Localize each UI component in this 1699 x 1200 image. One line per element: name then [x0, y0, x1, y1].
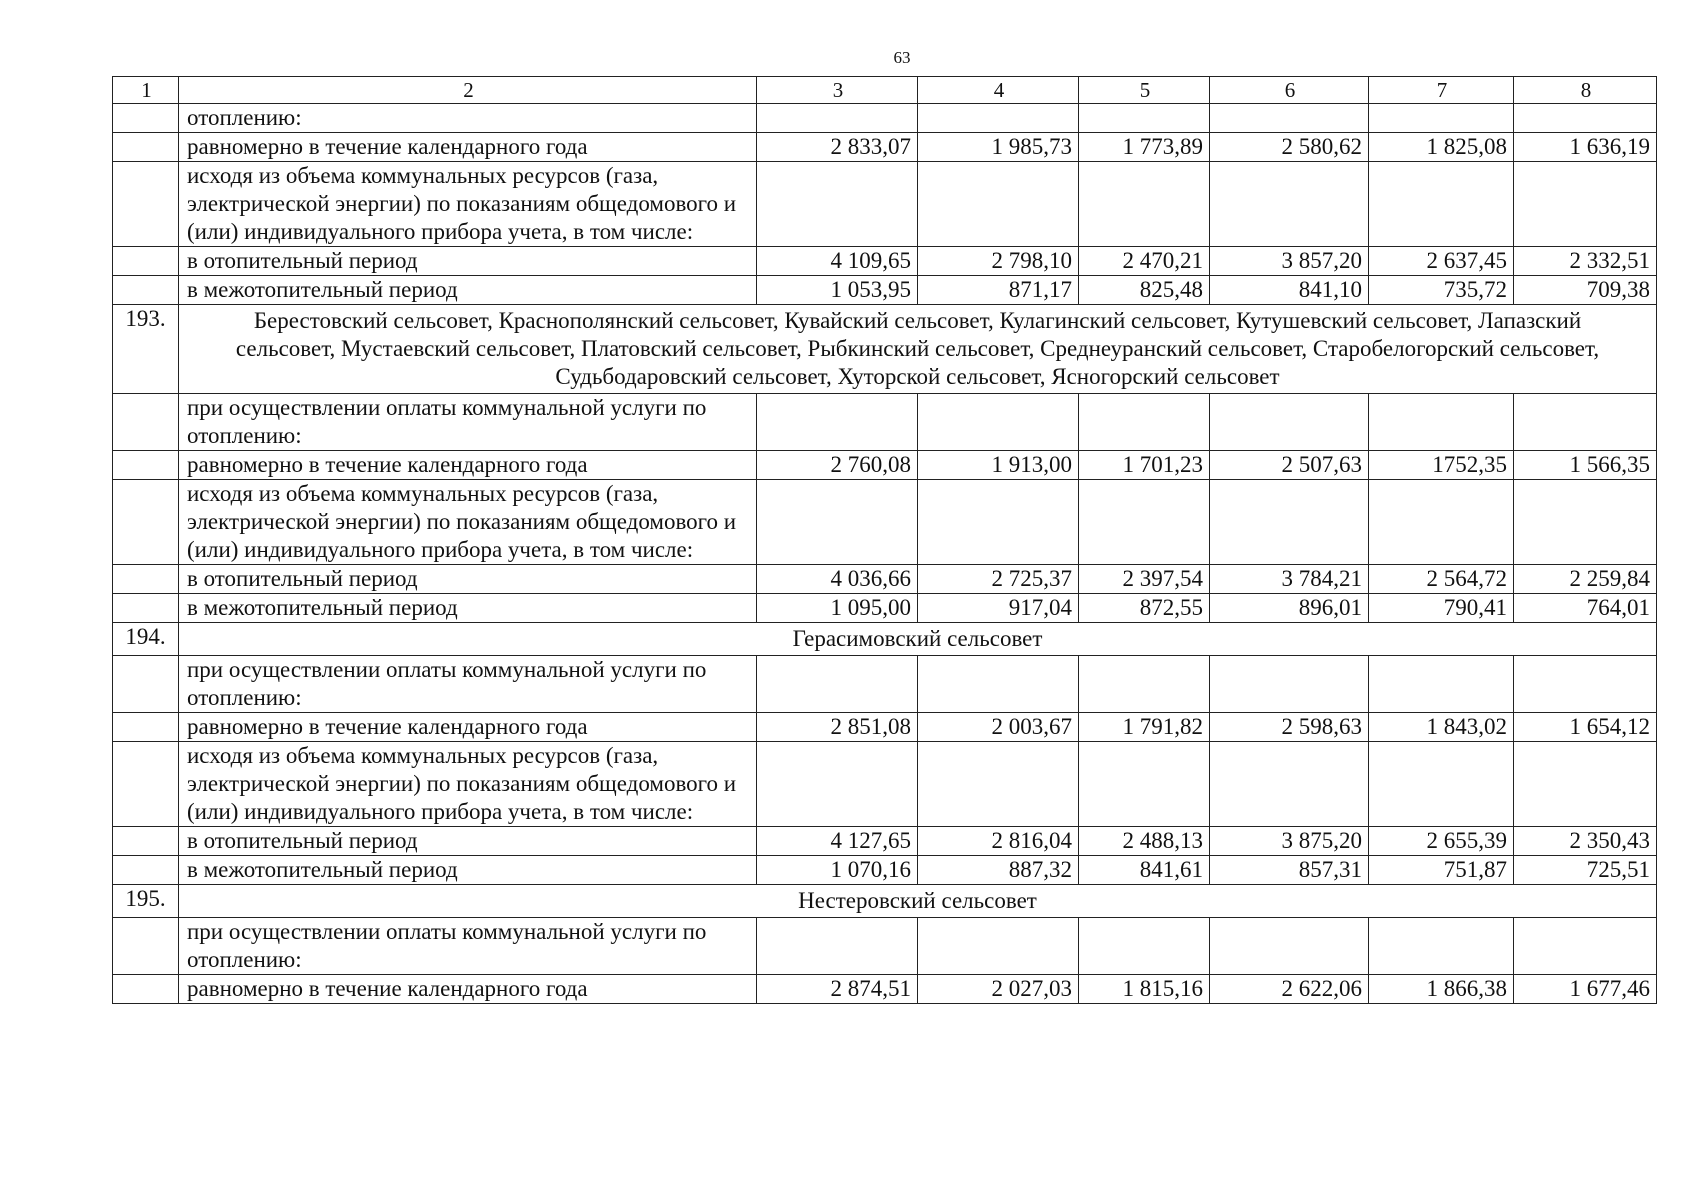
tariff-value-cell: 2 833,07 [757, 133, 918, 162]
region-name: Берестовский сельсовет, Краснополянский сельсовет, Кувайский сельсовет, Кулагинский сельсовет, Кутушевский сельсовет, Лапазский сельсовет, Мустаевский сельсовет, Платовский сельсовет, Рыбкинский сельсовет, Среднеуранский сельсовет, Старобелогорский сельсовет, Судьбодаровский сельсовет, Хуторской сельсовет, Ясногорский сельсовет [179, 305, 1657, 394]
column-number-header: 7 [1369, 77, 1514, 104]
row-number [113, 276, 179, 305]
tariff-value-cell: 1 566,35 [1514, 451, 1657, 480]
column-number-header: 4 [918, 77, 1079, 104]
row-description: равномерно в течение календарного года [179, 133, 757, 162]
tariff-value-cell [757, 104, 918, 133]
tariff-value-cell: 825,48 [1079, 276, 1210, 305]
tariff-value-cell [1079, 656, 1210, 713]
page-number: 63 [893, 48, 911, 67]
table-row [113, 742, 1657, 827]
row-number: 194. [113, 623, 179, 656]
column-number-header: 3 [757, 77, 918, 104]
row-description: исходя из объема коммунальных ресурсов (газа, электрической энергии) по показаниям общедомового и (или) индивидуального прибора учета, в том числе: [179, 162, 757, 247]
row-description: исходя из объема коммунальных ресурсов (газа, электрической энергии) по показаниям общедомового и (или) индивидуального прибора учета, в том числе: [179, 742, 757, 827]
row-number [113, 742, 179, 827]
table-row [113, 594, 1657, 623]
tariff-value-cell: 1752,35 [1369, 451, 1514, 480]
tariff-value-cell: 1 773,89 [1079, 133, 1210, 162]
tariff-value-cell [918, 656, 1079, 713]
tariff-value-cell: 2 851,08 [757, 713, 918, 742]
table-row [113, 918, 1657, 975]
row-number [113, 856, 179, 885]
tariff-value-cell: 1 654,12 [1514, 713, 1657, 742]
tariff-value-cell [1514, 656, 1657, 713]
row-description: при осуществлении оплаты коммунальной услуги по отоплению: [179, 656, 757, 713]
tariff-value-cell [1369, 394, 1514, 451]
tariff-value-cell [757, 656, 918, 713]
tariff-value-cell: 709,38 [1514, 276, 1657, 305]
tariff-value-cell [918, 162, 1079, 247]
row-description: равномерно в течение календарного года [179, 451, 757, 480]
table-row [113, 133, 1657, 162]
row-number [113, 104, 179, 133]
tariff-value-cell [757, 742, 918, 827]
tariff-value-cell: 1 095,00 [757, 594, 918, 623]
tariff-value-cell: 1 701,23 [1079, 451, 1210, 480]
table-row [113, 394, 1657, 451]
tariff-value-cell: 2 760,08 [757, 451, 918, 480]
tariff-table [112, 76, 1657, 1004]
tariff-value-cell [1079, 480, 1210, 565]
tariff-value-cell: 2 027,03 [918, 975, 1079, 1004]
tariff-value-cell: 1 985,73 [918, 133, 1079, 162]
tariff-value-cell: 1 825,08 [1369, 133, 1514, 162]
table-row [113, 162, 1657, 247]
tariff-value-cell [1369, 104, 1514, 133]
tariff-value-cell: 2 564,72 [1369, 565, 1514, 594]
region-name: Герасимовский сельсовет [179, 623, 1657, 656]
tariff-value-cell: 4 109,65 [757, 247, 918, 276]
table-row [113, 480, 1657, 565]
table-row [113, 565, 1657, 594]
tariff-value-cell: 4 036,66 [757, 565, 918, 594]
tariff-value-cell: 1 866,38 [1369, 975, 1514, 1004]
tariff-value-cell: 2 332,51 [1514, 247, 1657, 276]
tariff-value-cell [1079, 162, 1210, 247]
tariff-value-cell [1210, 162, 1369, 247]
row-number [113, 247, 179, 276]
tariff-value-cell [1079, 104, 1210, 133]
tariff-value-cell: 841,10 [1210, 276, 1369, 305]
tariff-value-cell: 2 622,06 [1210, 975, 1369, 1004]
tariff-value-cell: 2 598,63 [1210, 713, 1369, 742]
region-section-row [113, 623, 1657, 656]
row-number [113, 451, 179, 480]
tariff-value-cell: 1 843,02 [1369, 713, 1514, 742]
table-row [113, 451, 1657, 480]
tariff-value-cell: 2 259,84 [1514, 565, 1657, 594]
tariff-value-cell [1369, 918, 1514, 975]
tariff-value-cell [757, 480, 918, 565]
tariff-value-cell [1514, 742, 1657, 827]
tariff-value-cell: 887,32 [918, 856, 1079, 885]
row-description: равномерно в течение календарного года [179, 975, 757, 1004]
tariff-value-cell: 917,04 [918, 594, 1079, 623]
column-number-row [113, 77, 1657, 104]
table-row [113, 713, 1657, 742]
tariff-value-cell: 2 470,21 [1079, 247, 1210, 276]
tariff-value-cell: 2 816,04 [918, 827, 1079, 856]
tariff-value-cell: 735,72 [1369, 276, 1514, 305]
tariff-value-cell [918, 480, 1079, 565]
tariff-value-cell [1514, 480, 1657, 565]
tariff-value-cell: 2 798,10 [918, 247, 1079, 276]
table-row [113, 975, 1657, 1004]
tariff-value-cell: 790,41 [1369, 594, 1514, 623]
tariff-value-cell: 3 857,20 [1210, 247, 1369, 276]
row-number [113, 133, 179, 162]
tariff-value-cell: 2 874,51 [757, 975, 918, 1004]
tariff-value-cell [757, 394, 918, 451]
row-number [113, 713, 179, 742]
tariff-value-cell [1210, 742, 1369, 827]
tariff-value-cell: 4 127,65 [757, 827, 918, 856]
row-number [113, 918, 179, 975]
tariff-value-cell [918, 394, 1079, 451]
tariff-value-cell: 2 488,13 [1079, 827, 1210, 856]
row-description: в отопительный период [179, 247, 757, 276]
tariff-value-cell [1514, 104, 1657, 133]
tariff-value-cell: 841,61 [1079, 856, 1210, 885]
row-description: отоплению: [179, 104, 757, 133]
tariff-value-cell [1514, 162, 1657, 247]
region-section-row [113, 885, 1657, 918]
tariff-value-cell: 3 875,20 [1210, 827, 1369, 856]
table-row [113, 656, 1657, 713]
tariff-value-cell [757, 918, 918, 975]
column-number-header: 1 [113, 77, 179, 104]
tariff-value-cell [1369, 162, 1514, 247]
row-description: при осуществлении оплаты коммунальной услуги по отоплению: [179, 918, 757, 975]
table-row [113, 104, 1657, 133]
tariff-value-cell: 1 791,82 [1079, 713, 1210, 742]
tariff-value-cell [1210, 918, 1369, 975]
row-number [113, 975, 179, 1004]
row-description: в межотопительный период [179, 276, 757, 305]
row-number [113, 827, 179, 856]
table-row [113, 276, 1657, 305]
row-number [113, 162, 179, 247]
tariff-value-cell: 871,17 [918, 276, 1079, 305]
tariff-value-cell: 2 397,54 [1079, 565, 1210, 594]
tariff-value-cell [1369, 480, 1514, 565]
tariff-value-cell: 2 655,39 [1369, 827, 1514, 856]
tariff-value-cell [1369, 656, 1514, 713]
table-body [113, 77, 1657, 1004]
tariff-value-cell: 896,01 [1210, 594, 1369, 623]
tariff-value-cell [918, 104, 1079, 133]
tariff-value-cell: 1 913,00 [918, 451, 1079, 480]
tariff-value-cell [1514, 918, 1657, 975]
tariff-value-cell [1210, 480, 1369, 565]
tariff-value-cell: 2 003,67 [918, 713, 1079, 742]
tariff-value-cell: 2 350,43 [1514, 827, 1657, 856]
column-number-header: 6 [1210, 77, 1369, 104]
table-row [113, 247, 1657, 276]
table-row [113, 856, 1657, 885]
column-number-header: 8 [1514, 77, 1657, 104]
tariff-value-cell [918, 918, 1079, 975]
tariff-value-cell [1079, 742, 1210, 827]
row-number [113, 594, 179, 623]
row-description: исходя из объема коммунальных ресурсов (газа, электрической энергии) по показаниям общедомового и (или) индивидуального прибора учета, в том числе: [179, 480, 757, 565]
tariff-value-cell: 3 784,21 [1210, 565, 1369, 594]
tariff-value-cell [1210, 656, 1369, 713]
row-number [113, 480, 179, 565]
tariff-value-cell: 1 636,19 [1514, 133, 1657, 162]
tariff-value-cell [1210, 394, 1369, 451]
row-description: в межотопительный период [179, 856, 757, 885]
tariff-value-cell: 764,01 [1514, 594, 1657, 623]
tariff-value-cell: 2 637,45 [1369, 247, 1514, 276]
row-number [113, 565, 179, 594]
row-number: 195. [113, 885, 179, 918]
tariff-value-cell: 1 053,95 [757, 276, 918, 305]
tariff-value-cell [757, 162, 918, 247]
tariff-value-cell: 1 815,16 [1079, 975, 1210, 1004]
row-number [113, 394, 179, 451]
tariff-value-cell: 857,31 [1210, 856, 1369, 885]
tariff-value-cell: 872,55 [1079, 594, 1210, 623]
region-name: Нестеровский сельсовет [179, 885, 1657, 918]
region-section-row [113, 305, 1657, 394]
tariff-value-cell: 2 725,37 [918, 565, 1079, 594]
column-number-header: 2 [179, 77, 757, 104]
column-number-header: 5 [1079, 77, 1210, 104]
tariff-value-cell [1514, 394, 1657, 451]
row-description: равномерно в течение календарного года [179, 713, 757, 742]
row-description: в отопительный период [179, 565, 757, 594]
tariff-value-cell: 2 507,63 [1210, 451, 1369, 480]
tariff-value-cell [1079, 918, 1210, 975]
row-description: в отопительный период [179, 827, 757, 856]
tariff-value-cell: 2 580,62 [1210, 133, 1369, 162]
tariff-value-cell [1079, 394, 1210, 451]
table-row [113, 827, 1657, 856]
row-number [113, 656, 179, 713]
tariff-value-cell: 751,87 [1369, 856, 1514, 885]
tariff-value-cell [918, 742, 1079, 827]
row-description: в межотопительный период [179, 594, 757, 623]
row-number: 193. [113, 305, 179, 394]
row-description: при осуществлении оплаты коммунальной услуги по отоплению: [179, 394, 757, 451]
tariff-value-cell: 1 070,16 [757, 856, 918, 885]
tariff-value-cell [1369, 742, 1514, 827]
tariff-value-cell: 1 677,46 [1514, 975, 1657, 1004]
tariff-value-cell: 725,51 [1514, 856, 1657, 885]
tariff-value-cell [1210, 104, 1369, 133]
